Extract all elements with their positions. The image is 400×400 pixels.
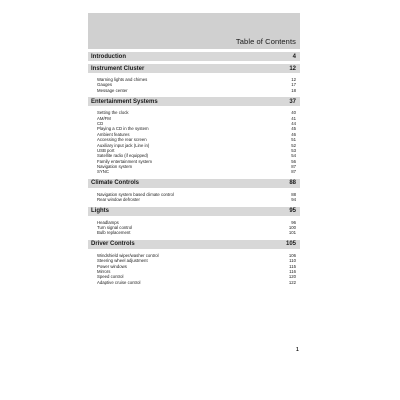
- entry-page: 40: [291, 110, 296, 116]
- entry-label: Headlamps: [97, 219, 119, 225]
- entry-page: 51: [291, 137, 296, 143]
- entry-label: Power windows: [97, 263, 127, 269]
- section-items: [88, 74, 300, 95]
- entry-page: 53: [291, 147, 296, 153]
- entry-label: Steering wheel adjustment: [97, 258, 148, 264]
- entry-page: 116: [289, 268, 296, 274]
- section-items: [88, 189, 300, 205]
- entry-label: Rear window defroster: [97, 197, 140, 203]
- entry-label: Speed control: [97, 274, 124, 280]
- entry-label: Message center: [97, 87, 128, 93]
- entry-label: Turn signal control: [97, 225, 133, 231]
- entry-label: USB port: [97, 147, 115, 153]
- entry-page: 17: [291, 82, 296, 88]
- entry-page: 88: [291, 191, 296, 197]
- entry-label: Playing a CD in the system: [97, 126, 149, 132]
- entry-label: Satellite radio (if equipped): [97, 153, 149, 159]
- entry-page: 56: [291, 158, 296, 164]
- toc-sections: [88, 52, 300, 287]
- entry-label: Auxiliary input jack (Line in): [97, 142, 150, 148]
- section-items: [88, 250, 300, 287]
- entry-label: Navigation system: [97, 164, 133, 170]
- section-items: [88, 107, 300, 177]
- entry-page: 122: [288, 279, 296, 285]
- entry-page: 110: [289, 258, 296, 264]
- entry-label: Gauges: [97, 82, 113, 88]
- section-page: 4: [292, 53, 296, 60]
- entry-page: 46: [291, 131, 296, 137]
- toc-section-heading[interactable]: [88, 97, 300, 107]
- section-page: 95: [289, 208, 296, 215]
- entry-page: 41: [291, 115, 296, 121]
- entry-page: 115: [289, 263, 296, 269]
- toc-header: [88, 13, 300, 49]
- toc-entry[interactable]: [97, 280, 296, 285]
- entry-page: 87: [291, 169, 296, 175]
- entry-label: Mirrors: [97, 268, 111, 274]
- entry-page: 45: [291, 126, 296, 132]
- page-number: 1: [296, 347, 299, 353]
- toc-section-heading[interactable]: [88, 64, 300, 74]
- toc-section-heading[interactable]: [88, 52, 300, 62]
- entry-label: Adaptive cruise control: [97, 279, 141, 285]
- entry-label: Family entertainment system: [97, 158, 152, 164]
- entry-label: Setting the clock: [97, 110, 129, 116]
- toc-entry[interactable]: [97, 169, 296, 174]
- section-page: 88: [289, 180, 296, 187]
- entry-label: Accessing the rear screen: [97, 137, 147, 143]
- toc-entry[interactable]: [97, 230, 296, 235]
- entry-page: 44: [291, 120, 296, 126]
- entry-label: AM/FM: [97, 115, 111, 121]
- entry-page: 101: [288, 230, 296, 236]
- toc-section-heading[interactable]: [88, 240, 300, 250]
- section-page: 37: [289, 98, 296, 105]
- section-items: [88, 217, 300, 238]
- toc-section-heading[interactable]: [88, 179, 300, 189]
- entry-label: Warning lights and chimes: [97, 77, 148, 82]
- entry-page: 106: [288, 252, 296, 258]
- entry-page: 100: [288, 225, 296, 231]
- toc-section-heading[interactable]: [88, 207, 300, 217]
- section-title: Introduction: [91, 53, 126, 60]
- section-title: Lights: [91, 208, 109, 215]
- section-title: Climate Controls: [91, 180, 140, 187]
- entry-page: 54: [291, 153, 296, 159]
- section-page: 105: [285, 241, 296, 248]
- section-page: 12: [289, 65, 296, 72]
- entry-page: 12: [291, 77, 296, 82]
- entry-label: Ambient features: [97, 131, 130, 137]
- table-of-contents: [88, 13, 300, 287]
- entry-label: SYNC: [97, 169, 109, 175]
- section-title: Entertainment Systems: [91, 98, 158, 105]
- entry-label: Bulb replacement: [97, 230, 131, 236]
- toc-title: Table of Contents: [235, 37, 296, 46]
- toc-entry[interactable]: [97, 197, 296, 202]
- entry-page: 96: [291, 219, 296, 225]
- entry-page: 94: [291, 197, 296, 203]
- entry-page: 87: [291, 164, 296, 170]
- entry-page: 120: [288, 274, 296, 280]
- entry-page: 18: [291, 87, 296, 93]
- section-title: Driver Controls: [91, 241, 135, 248]
- entry-label: Windshield wiper/washer control: [97, 252, 159, 258]
- section-title: Instrument Cluster: [91, 65, 145, 72]
- entry-label: CD: [97, 120, 104, 126]
- toc-entry[interactable]: [97, 88, 296, 93]
- entry-label: Navigation system based climate control: [97, 191, 174, 197]
- entry-page: 52: [291, 142, 296, 148]
